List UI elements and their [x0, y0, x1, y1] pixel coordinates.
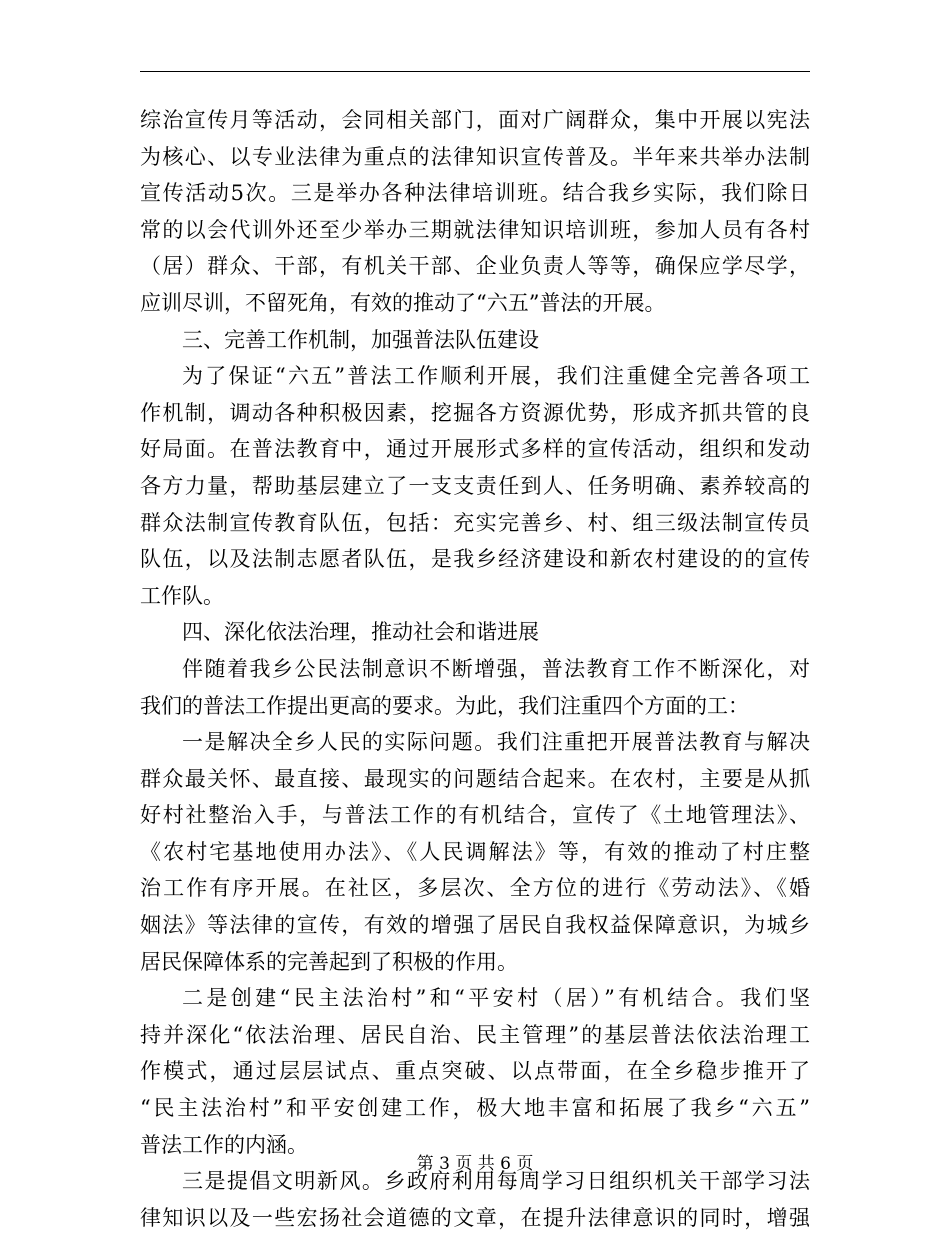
- text-line: 好局面。在普法教育中，通过开展形式多样的宣传活动，组织和发动: [140, 437, 810, 462]
- text-line: 群众最关怀、最直接、最现实的问题结合起来。在农村，主要是从抓: [140, 766, 810, 791]
- text-line: 作模式，通过层层试点、重点突破、以点带面，在全乡稳步推开了: [140, 1059, 810, 1084]
- text-line: 宣传活动5次。三是举办各种法律培训班。结合我乡实际，我们除日: [140, 181, 810, 206]
- page-number-label: 第 3 页 共 6 页: [416, 1154, 534, 1174]
- document-body: [140, 102, 810, 1236]
- text-line: 为了保证“六五”普法工作顺利开展，我们注重健全完善各项工: [182, 364, 810, 389]
- text-line: 各方力量，帮助基层建立了一支支责任到人、任务明确、素养较高的: [140, 473, 810, 498]
- text-line: “民主法治村”和平安创建工作，极大地丰富和拓展了我乡“六五”: [140, 1096, 810, 1121]
- text-line: 群众法制宣传教育队伍，包括：充实完善乡、村、组三级法制宣传员: [140, 510, 810, 535]
- text-line: 综治宣传月等活动，会同相关部门，面对广阔群众，集中开展以宪法: [140, 108, 810, 132]
- text-line: 工作队。: [140, 583, 224, 608]
- text-line: 好村社整治入手，与普法工作的有机结合，宣传了《土地管理法》、: [140, 803, 810, 828]
- text-line: 三是提倡文明新风。乡政府利用每周学习日组织机关干部学习法: [182, 1169, 810, 1194]
- text-line: 持并深化“依法治理、居民自治、民主管理”的基层普法依法治理工: [140, 1022, 810, 1047]
- text-line: 一是解决全乡人民的实际问题。我们注重把开展普法教育与解决: [182, 730, 810, 755]
- text-line: 二是创建“民主法治村”和“平安村（居）”有机结合。我们坚: [182, 986, 810, 1011]
- text-line: 队伍，以及法制志愿者队伍，是我乡经济建设和新农村建设的的宣传: [140, 547, 810, 572]
- text-line: （居）群众、干部，有机关干部、企业负责人等等，确保应学尽学，: [140, 254, 810, 279]
- header-rule: [140, 71, 810, 72]
- text-line: 四、深化依法治理，推动社会和谐进展: [182, 620, 539, 645]
- text-line: 姻法》等法律的宣传，有效的增强了居民自我权益保障意识，为城乡: [140, 913, 810, 938]
- text-line: 应训尽训，不留死角，有效的推动了“六五”普法的开展。: [140, 290, 666, 315]
- page-footer: [0, 1152, 950, 1176]
- text-line: 我们的普法工作提出更高的要求。为此，我们注重四个方面的工：: [140, 693, 749, 718]
- text-line: 《农村宅基地使用办法》、《人民调解法》等，有效的推动了村庄整: [140, 839, 810, 864]
- text-line: 伴随着我乡公民法制意识不断增强，普法教育工作不断深化，对: [182, 656, 810, 681]
- text-line: 律知识以及一些宏扬社会道德的文章，在提升法律意识的同时，增强: [140, 1205, 810, 1230]
- text-line: 三、完善工作机制，加强普法队伍建设: [182, 327, 539, 352]
- text-line: 作机制，调动各种积极因素，挖掘各方资源优势，形成齐抓共管的良: [140, 400, 810, 425]
- text-line: 居民保障体系的完善起到了积极的作用。: [140, 949, 518, 974]
- text-line: 常的以会代训外还至少举办三期就法律知识培训班，参加人员有各村: [140, 217, 810, 242]
- text-line: 治工作有序开展。在社区，多层次、全方位的进行《劳动法》、《婚: [140, 876, 810, 901]
- text-line: 普法工作的内涵。: [140, 1132, 308, 1157]
- text-line: 为核心、以专业法律为重点的法律知识宣传普及。半年来共举办法制: [140, 144, 810, 169]
